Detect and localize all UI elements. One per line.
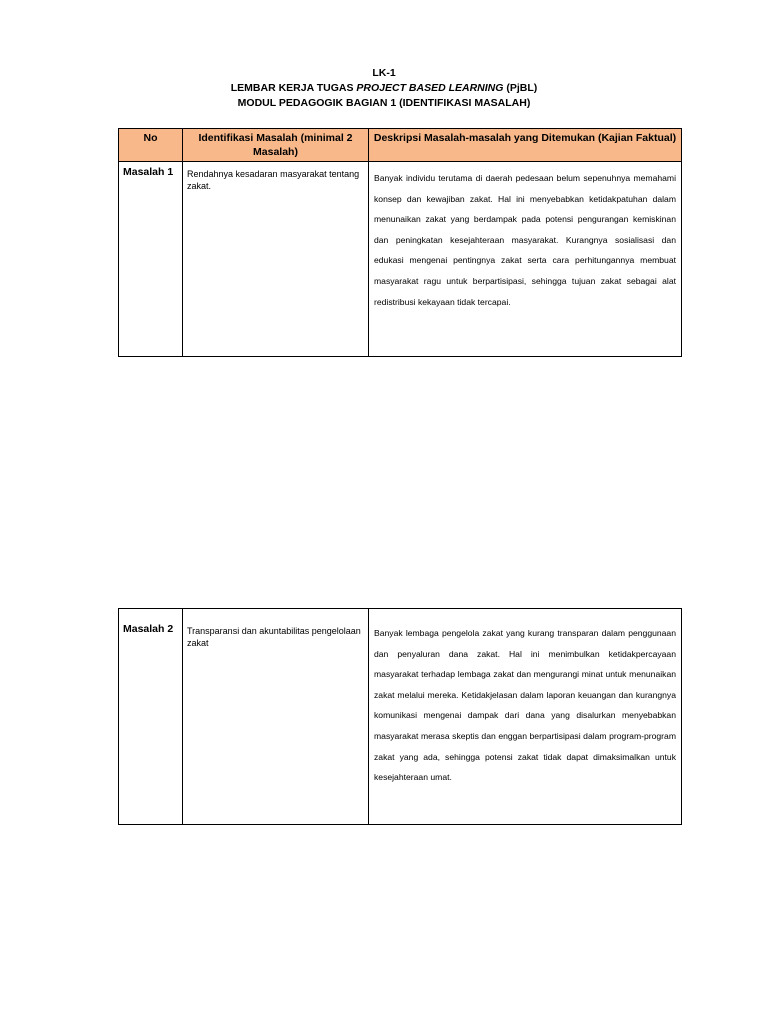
row-number: Masalah 2 xyxy=(119,609,183,825)
module-title: MODUL PEDAGOGIK BAGIAN 1 (IDENTIFIKASI MASALAH) xyxy=(237,97,531,109)
document-header xyxy=(0,66,768,111)
table-row xyxy=(119,162,682,357)
worksheet-code: LK-1 xyxy=(372,67,396,79)
row-description: Banyak individu terutama di daerah pedesaan belum sepenuhnya memahami konsep dan kewajiban zakat. Hal ini menyebabkan ketidakpatuhan dalam menunaikan zakat yang berdampak pada potensi pengurangan kemiskinan dan peningkatan kesejahteraan masyarakat. Kurangnya sosialisasi dan edukasi mengenai pentingnya zakat serta cara perhitungannya membuat masyarakat ragu untuk berpartisipasi, sehingga tujuan zakat sebagai alat redistribusi kekayaan tidak tercapai. xyxy=(369,162,682,357)
title-prefix: LEMBAR KERJA TUGAS xyxy=(230,82,357,94)
table-header-row xyxy=(119,129,682,162)
table-row xyxy=(119,609,682,825)
title-suffix: (PjBL) xyxy=(503,82,538,94)
worksheet-title xyxy=(0,81,768,96)
row-identification: Transparansi dan akuntabilitas pengelolaan zakat xyxy=(183,609,369,825)
problem-table-2 xyxy=(118,608,682,825)
problem-table-1 xyxy=(118,128,682,357)
title-italic: PROJECT BASED LEARNING xyxy=(356,82,504,94)
header-no: No xyxy=(119,129,183,162)
row-identification: Rendahnya kesadaran masyarakat tentang zakat. xyxy=(183,162,369,357)
row-number: Masalah 1 xyxy=(119,162,183,357)
header-deskripsi: Deskripsi Masalah-masalah yang Ditemukan (Kajian Faktual) xyxy=(369,129,682,162)
row-description: Banyak lembaga pengelola zakat yang kurang transparan dalam penggunaan dan penyaluran dana zakat. Hal ini menimbulkan ketidakpercayaan masyarakat terhadap lembaga zakat dan mengurangi minat untuk menunaikan zakat melalui mereka. Ketidakjelasan dalam laporan keuangan dan kurangnya komunikasi mengenai dampak dari dana yang disalurkan menyebabkan masyarakat merasa skeptis dan enggan berpartisipasi dalam program-program zakat yang ada, sehingga potensi zakat tidak dapat dimaksimalkan untuk kesejahteraan umat. xyxy=(369,609,682,825)
header-identifikasi: Identifikasi Masalah (minimal 2 Masalah) xyxy=(183,129,369,162)
